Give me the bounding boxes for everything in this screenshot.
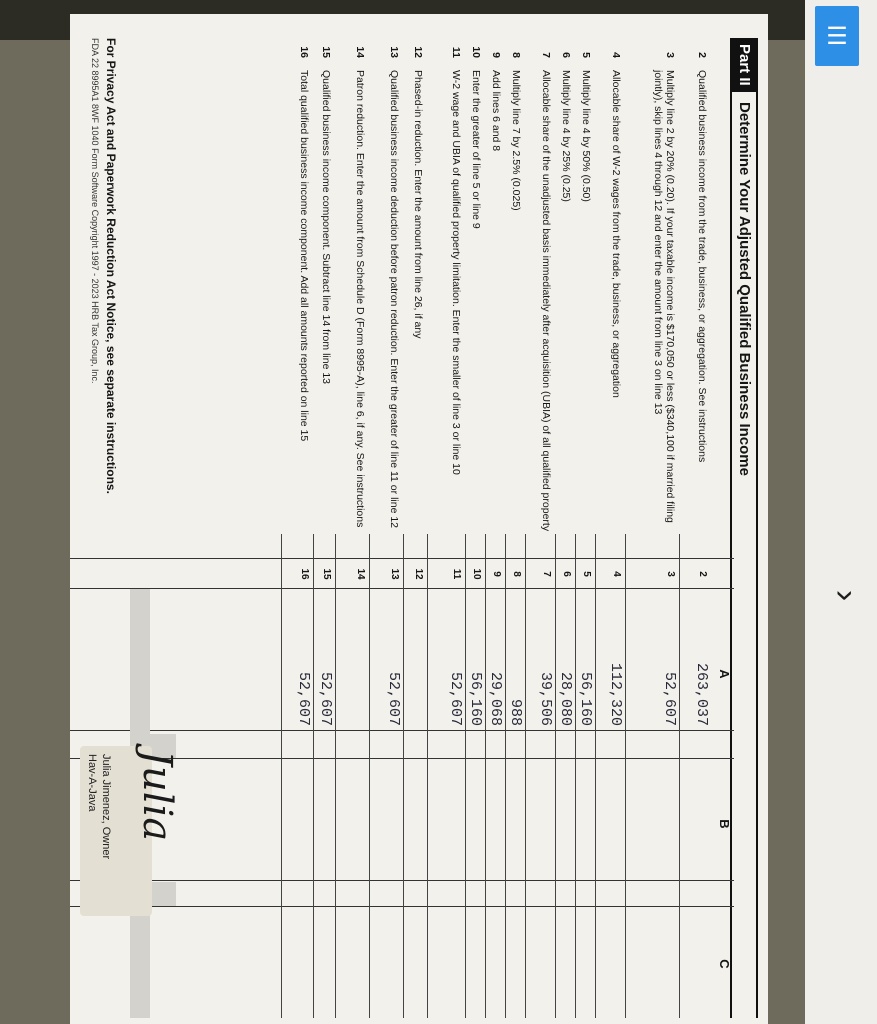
- form-line-8: [504, 38, 522, 1018]
- line-number: 7: [540, 52, 552, 58]
- row-divider: [369, 534, 370, 1018]
- line-description: Allocable share of W-2 wages from the trade, business, or aggregation: [610, 70, 622, 398]
- part-title: Determine Your Adjusted Qualified Business Income: [736, 102, 753, 476]
- line-amount: 56,160: [467, 671, 484, 726]
- line-box-label: 4: [611, 571, 622, 577]
- row-divider: [465, 534, 466, 1018]
- line-description: Patron reduction. Enter the amount from Schedule D (Form 8995-A), line 6, if any. See instructions: [354, 70, 366, 528]
- signer-company: Hav-A-Java: [86, 754, 98, 812]
- handwritten-signature: Julia: [134, 750, 180, 842]
- signer-name: Julia Jimenez, Owner: [100, 754, 112, 860]
- line-box-label: 14: [355, 568, 366, 580]
- form-line-3: [624, 38, 676, 1018]
- line-number: 16: [298, 46, 310, 58]
- line-box-label: 8: [511, 571, 522, 577]
- line-number: 14: [354, 46, 366, 58]
- part-badge: Part II: [732, 38, 756, 92]
- form-line-14: [334, 38, 366, 1018]
- row-divider: [485, 534, 486, 1018]
- line-box-label: 13: [389, 568, 400, 580]
- line-description: Add lines 6 and 8: [490, 70, 502, 152]
- form-line-11: [426, 38, 462, 1018]
- line-description: Multiply line 2 by 20% (0.20). If your taxable income is $170,050 or less ($340,100 if married filing jointly), skip lines 4 through 12 and enter the amount from line 3 on line 13: [652, 70, 676, 523]
- line-description: Qualified business income component. Subtract line 14 from line 13: [320, 70, 332, 385]
- line-box-label: 10: [471, 568, 482, 580]
- line-box-label: 15: [321, 568, 332, 580]
- line-number: 9: [490, 52, 502, 58]
- line-description: W-2 wage and UBIA of qualified property limitation. Enter the smaller of line 3 or line 10: [450, 70, 462, 475]
- column-header-b: B: [717, 819, 732, 829]
- line-description: Qualified business income from the trade, business, or aggregation. See instructions: [696, 70, 708, 463]
- part-header: [730, 38, 758, 1018]
- line-box-label: 5: [581, 571, 592, 577]
- line-description: Allocable share of the unadjusted basis immediately after acquisition (UBIA) of all qualified property: [540, 70, 552, 532]
- line-box-label: 9: [491, 571, 502, 577]
- line-amount: 52,607: [295, 671, 312, 726]
- line-number: 11: [450, 46, 462, 58]
- line-description: Enter the greater of line 5 or line 9: [470, 70, 482, 229]
- row-divider: [575, 534, 576, 1018]
- line-amount: 112,320: [607, 662, 624, 726]
- line-amount: 52,607: [661, 671, 678, 726]
- chevron-down-icon[interactable]: ›: [826, 589, 865, 602]
- line-box-label: 2: [697, 571, 708, 577]
- line-amount: 29,068: [487, 671, 504, 726]
- row-divider: [335, 534, 336, 1018]
- line-amount: 52,607: [317, 671, 334, 726]
- line-amount: 28,080: [557, 671, 574, 726]
- row-divider: [281, 534, 282, 1018]
- line-box-label: 6: [561, 571, 572, 577]
- form-line-12: [402, 38, 424, 1018]
- line-amount: 263,037: [693, 662, 710, 726]
- line-box-label: 7: [541, 571, 552, 577]
- row-divider: [505, 534, 506, 1018]
- line-amount: 56,160: [577, 671, 594, 726]
- line-amount: 988: [507, 698, 524, 726]
- line-number: 13: [388, 46, 400, 58]
- line-description: Multiply line 7 by 2.5% (0.025): [510, 70, 522, 211]
- row-divider: [679, 534, 680, 1018]
- line-box-label: 12: [413, 568, 424, 580]
- line-number: 5: [580, 52, 592, 58]
- form-line-9: [484, 38, 502, 1018]
- line-amount: 52,607: [385, 671, 402, 726]
- form-content: [70, 14, 768, 1024]
- line-number: 8: [510, 52, 522, 58]
- form-line-16: [280, 38, 310, 1018]
- line-description: Phased-in reduction. Enter the amount from line 26, if any: [412, 70, 424, 339]
- line-number: 12: [412, 46, 424, 58]
- row-divider: [313, 534, 314, 1018]
- form-line-15: [312, 38, 332, 1018]
- privacy-notice: For Privacy Act and Paperwork Reduction Act Notice, see separate instructions.: [104, 38, 118, 494]
- form-line-2: [678, 38, 708, 1018]
- form-line-10: [464, 38, 482, 1018]
- line-box-label: 3: [665, 571, 676, 577]
- line-number: 3: [664, 52, 676, 58]
- line-description: Multiply line 4 by 25% (0.25): [560, 70, 572, 202]
- line-number: 15: [320, 46, 332, 58]
- form-line-13: [368, 38, 400, 1018]
- line-amount: 52,607: [447, 671, 464, 726]
- line-number: 4: [610, 52, 622, 58]
- line-number: 10: [470, 46, 482, 58]
- form-footer-code: FDA 22 8995A1 8WF 1040 Form Software Copyright 1997 - 2023 HRB Tax Group, Inc.: [90, 38, 100, 384]
- shaded-cell: [150, 882, 176, 906]
- form-line-5: [574, 38, 592, 1018]
- line-number: 6: [560, 52, 572, 58]
- row-divider: [595, 534, 596, 1018]
- row-divider: [525, 534, 526, 1018]
- viewer-sidebar: [805, 0, 877, 1024]
- line-description: Total qualified business income component. Add all amounts reported on line 15: [298, 70, 310, 442]
- line-box-label: 11: [451, 568, 462, 580]
- menu-icon: ☰: [826, 22, 848, 50]
- row-divider: [427, 534, 428, 1018]
- form-line-7: [524, 38, 552, 1018]
- line-box-label: 16: [299, 568, 310, 580]
- column-header-a: A: [717, 669, 732, 679]
- row-divider: [555, 534, 556, 1018]
- line-description: Qualified business income deduction before patron reduction. Enter the greater of line 11 or line 12: [388, 70, 400, 529]
- form-line-6: [554, 38, 572, 1018]
- line-number: 2: [696, 52, 708, 58]
- menu-button[interactable]: [815, 6, 859, 66]
- line-amount: 39,506: [537, 671, 554, 726]
- tax-form-page: [70, 14, 768, 1024]
- row-divider: [403, 534, 404, 1018]
- line-description: Multiply line 4 by 50% (0.50): [580, 70, 592, 202]
- row-divider: [625, 534, 626, 1018]
- form-line-4: [594, 38, 622, 1018]
- column-header-c: C: [717, 959, 732, 969]
